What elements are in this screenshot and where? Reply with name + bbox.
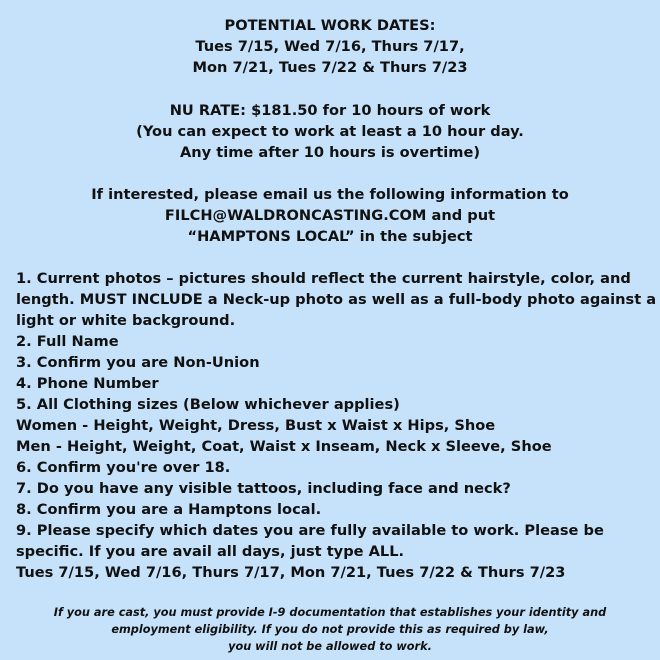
- list-item: 8. Confirm you are a Hamptons local.: [16, 501, 322, 518]
- list-item: Tues 7/15, Wed 7/16, Thurs 7/17, Mon 7/21, Tues 7/22 & Thurs 7/23: [16, 564, 566, 581]
- email-subject-instruction: “HAMPTONS LOCAL” in the subject: [187, 228, 473, 245]
- disclaimer-line-1: If you are cast, you must provide I-9 documentation that establishes your identity and: [53, 606, 607, 619]
- list-item: 7. Do you have any visible tattoos, including face and neck?: [16, 480, 511, 497]
- list-item: 5. All Clothing sizes (Below whichever applies): [16, 396, 400, 413]
- rate-note-line-1: (You can expect to work at least a 10 hour day.: [136, 123, 524, 140]
- list-item: length. MUST INCLUDE a Neck-up photo as well as a full-body photo against a: [16, 291, 657, 308]
- email-instructions-line-1: If interested, please email us the following information to: [91, 186, 569, 203]
- disclaimer-line-3: you will not be allowed to work.: [228, 640, 432, 653]
- work-dates-line-1: Tues 7/15, Wed 7/16, Thurs 7/17,: [195, 38, 465, 55]
- list-item: Women - Height, Weight, Dress, Bust x Waist x Hips, Shoe: [16, 417, 496, 434]
- rate-heading: NU RATE: $181.50 for 10 hours of work: [169, 102, 491, 119]
- email-address: FILCH@WALDRONCASTING.COM and put: [164, 207, 496, 224]
- work-dates-section: [0, 15, 660, 78]
- work-dates-heading: POTENTIAL WORK DATES:: [224, 17, 436, 34]
- list-item: 1. Current photos – pictures should reflect the current hairstyle, color, and: [16, 270, 631, 287]
- list-item: 6. Confirm you're over 18.: [16, 459, 231, 476]
- list-item: specific. If you are avail all days, just type ALL.: [16, 543, 405, 560]
- requirements-list: [16, 268, 657, 583]
- disclaimer-line-2: employment eligibility. If you do not provide this as required by law,: [111, 623, 549, 636]
- list-item: 9. Please specify which dates you are fully available to work. Please be: [16, 522, 604, 539]
- rate-section: [0, 100, 660, 163]
- i9-disclaimer: [0, 604, 660, 655]
- list-item: Men - Height, Weight, Coat, Waist x Inseam, Neck x Sleeve, Shoe: [16, 438, 552, 455]
- work-dates-line-2: Mon 7/21, Tues 7/22 & Thurs 7/23: [192, 59, 468, 76]
- email-instructions-section: [0, 184, 660, 247]
- list-item: light or white background.: [16, 312, 236, 329]
- list-item: 4. Phone Number: [16, 375, 159, 392]
- rate-note-line-2: Any time after 10 hours is overtime): [179, 144, 481, 161]
- list-item: 3. Confirm you are Non-Union: [16, 354, 260, 371]
- list-item: 2. Full Name: [16, 333, 119, 350]
